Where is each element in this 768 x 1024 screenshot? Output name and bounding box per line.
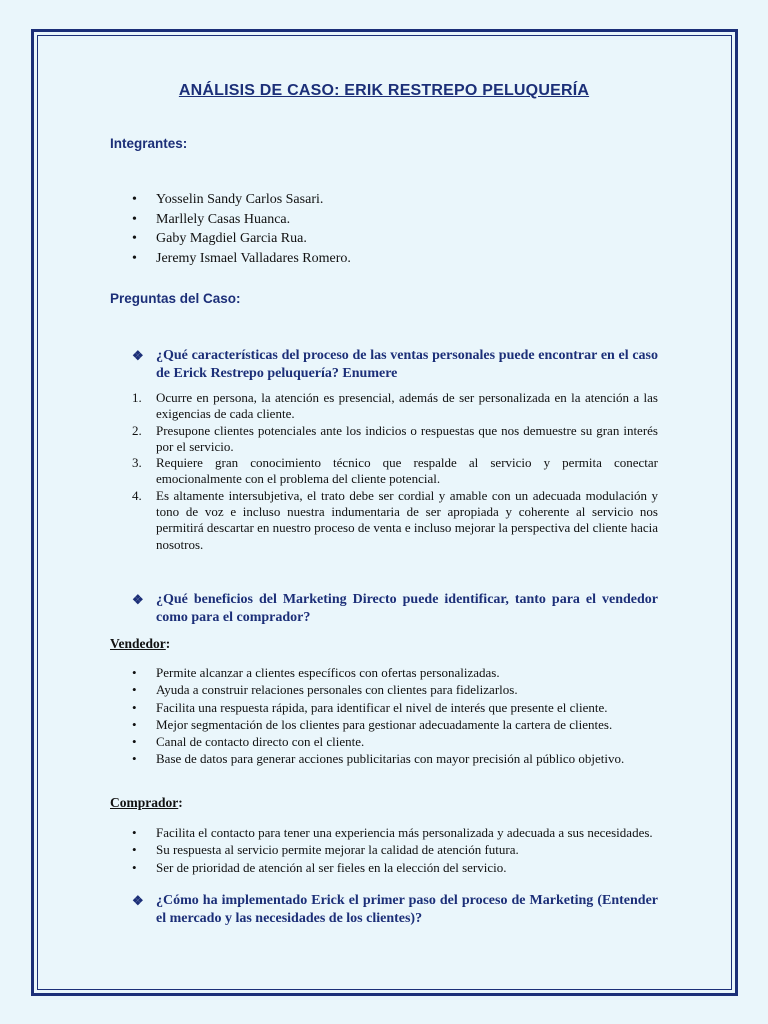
diamond-bullet-icon: ❖: [132, 348, 144, 363]
list-item: • Ayuda a construir relaciones personales con clientes para fidelizarlos.: [132, 681, 658, 698]
list-item: • Marllely Casas Huanca.: [132, 210, 351, 230]
comprador-label-colon: :: [178, 795, 183, 810]
vendedor-list: [132, 664, 658, 768]
list-item: • Facilita el contacto para tener una experiencia más personalizada y adecuada a sus necesidades.: [132, 824, 658, 841]
list-item: • Ser de prioridad de atención al ser fieles en la elección del servicio.: [132, 859, 658, 876]
question-1: [132, 347, 658, 383]
item-number: 3.: [132, 455, 142, 471]
integrantes-label: Integrantes:: [110, 136, 188, 151]
list-item: • Facilita una respuesta rápida, para identificar el nivel de interés que presente el cliente.: [132, 699, 658, 716]
diamond-bullet-icon: ❖: [132, 893, 144, 908]
list-item: • Permite alcanzar a clientes específicos con ofertas personalizadas.: [132, 664, 658, 681]
question-2: [132, 591, 658, 627]
vendedor-label: [110, 636, 170, 652]
comprador-list: [132, 824, 658, 876]
list-item: • Su respuesta al servicio permite mejorar la calidad de atención futura.: [132, 841, 658, 858]
comprador-label: [110, 795, 183, 811]
diamond-bullet-icon: ❖: [132, 592, 144, 607]
question-3-text: ¿Cómo ha implementado Erick el primer paso del proceso de Marketing (Entender el mercado y las necesidades de los clientes)?: [156, 893, 658, 926]
list-item: [132, 488, 658, 553]
members-list: [132, 190, 351, 268]
question-3: [132, 892, 658, 928]
item-number: 4.: [132, 487, 142, 503]
vendedor-label-colon: :: [165, 636, 171, 651]
comprador-label-text: Comprador: [110, 795, 179, 810]
list-item: • Yosselin Sandy Carlos Sasari.: [132, 190, 351, 210]
answers-list: [132, 390, 658, 553]
preguntas-label: Preguntas del Caso:: [110, 291, 241, 306]
list-item: • Canal de contacto directo con el cliente.: [132, 733, 658, 750]
list-item: • Gaby Magdiel Garcia Rua.: [132, 229, 351, 249]
list-item: • Jeremy Ismael Valladares Romero.: [132, 249, 351, 269]
item-number: 1.: [132, 390, 142, 405]
item-text: Requiere gran conocimiento técnico que respalde al servicio y permita conectar emocionalmente con el problema del cliente potencial.: [156, 455, 658, 487]
item-number: 2.: [132, 422, 142, 438]
list-item: [132, 390, 658, 423]
item-text: Ocurre en persona, la atención es presencial, además de ser personalizada en la atención a las exigencias de cada cliente.: [156, 390, 658, 422]
item-text: Es altamente intersubjetiva, el trato debe ser cordial y amable con un adecuada modulación y tono de voz e incluso nuestra indumentaria de ser apropiada y coherente al servicio nos permitirá descartar en nuestro proceso de venta e incluso mejorar la perspectiva del cliente hacia nosotros.: [156, 487, 658, 552]
list-item: [132, 423, 658, 456]
question-2-text: ¿Qué beneficios del Marketing Directo puede identificar, tanto para el vendedor como para el comprador?: [156, 592, 658, 625]
list-item: • Mejor segmentación de los clientes para gestionar adecuadamente la cartera de clientes.: [132, 716, 658, 733]
list-item: [132, 455, 658, 488]
item-text: Presupone clientes potenciales ante los indicios o respuestas que nos demuestre su gran interés por el servicio.: [156, 422, 658, 454]
list-item: • Base de datos para generar acciones publicitarias con mayor precisión al público objetivo.: [132, 750, 658, 767]
document-title: ANÁLISIS DE CASO: ERIK RESTREPO PELUQUERÍA: [178, 82, 590, 99]
question-1-text: ¿Qué características del proceso de las ventas personales puede encontrar en el caso de Erick Restrepo peluquería? Enumere: [156, 348, 658, 381]
vendedor-label-text: Vendedor: [110, 636, 166, 651]
